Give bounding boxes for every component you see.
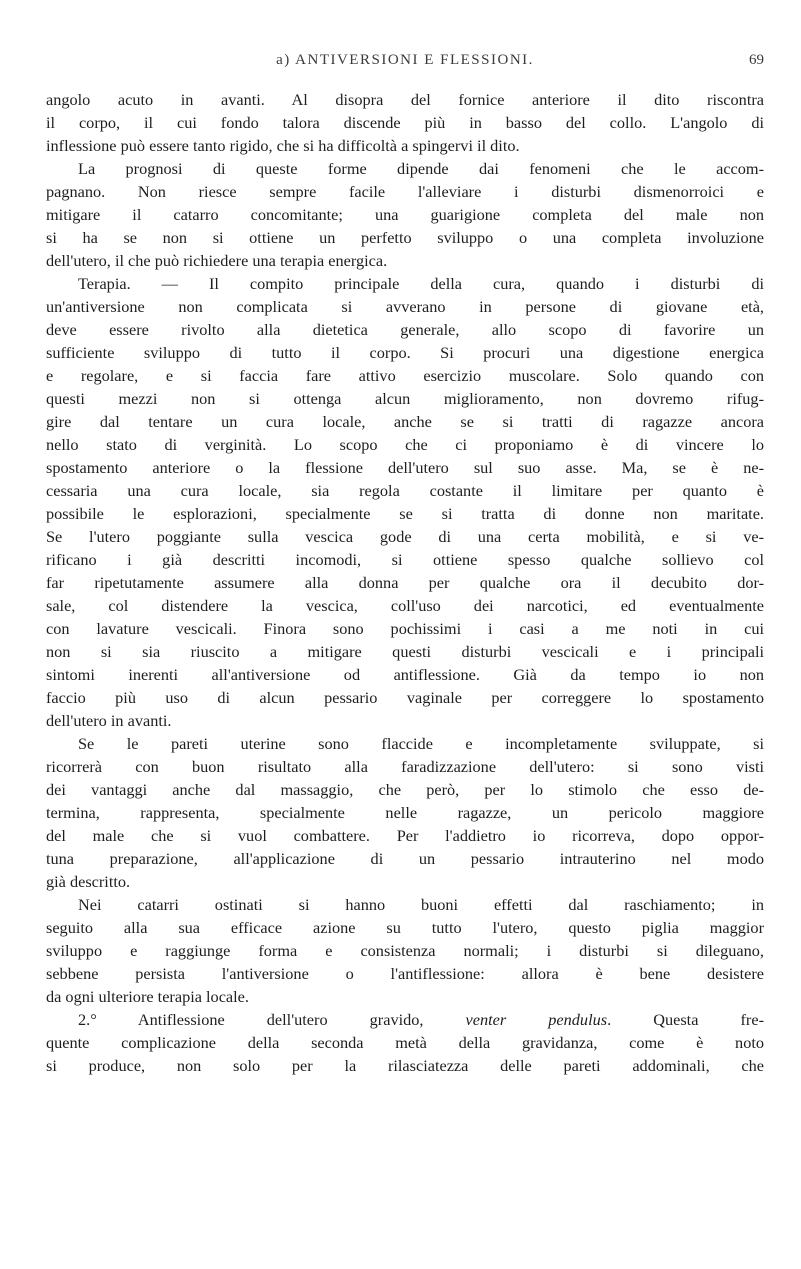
text-line: mitigare il catarro concomitante; una guarigione completa del male non: [46, 205, 764, 224]
text-line: sale, col distendere la vescica, coll'uso dei narcotici, ed eventualmente: [46, 596, 764, 615]
text-line: questi mezzi non si ottenga alcun miglioramento, non dovremo rifug-: [46, 389, 764, 408]
text-line: dell'utero in avanti.: [46, 711, 172, 730]
text-line: rificano i già descritti incomodi, si ottiene spesso qualche sollievo col: [46, 550, 764, 569]
text-line: già descritto.: [46, 872, 131, 891]
running-title: a) ANTIVERSIONI E FLESSIONI.: [276, 52, 534, 68]
text-line: non si sia riuscito a mitigare questi disturbi vescicali e i principali: [46, 642, 764, 661]
text-line: far ripetutamente assumere alla donna per qualche ora il decubito dor-: [46, 573, 764, 592]
text-line: del male che si vuol combattere. Per l'addietro io ricorreva, dopo oppor-: [46, 826, 764, 845]
text-line: La prognosi di queste forme dipende dai fenomeni che le accom-: [78, 159, 764, 178]
text-line: Se le pareti uterine sono flaccide e incompletamente sviluppate, si: [78, 734, 764, 753]
text-line: dell'utero, il che può richiedere una terapia energica.: [46, 251, 388, 270]
text-line: dei vantaggi anche dal massaggio, che però, per lo stimolo che esso de-: [46, 780, 764, 799]
text-line: spostamento anteriore o la flessione dell'utero sul suo asse. Ma, se è ne-: [46, 458, 764, 477]
text-line: possibile le esplorazioni, specialmente se si tratta di donne non maritate.: [46, 504, 764, 523]
text-line: si ha se non si ottiene un perfetto sviluppo o una completa involuzione: [46, 228, 764, 247]
text-line: quente complicazione della seconda metà della gravidanza, come è noto: [46, 1033, 764, 1052]
text-line: sufficiente sviluppo di tutto il corpo. Si procuri una digestione energica: [46, 343, 764, 362]
text-line: pagnano. Non riesce sempre facile l'alleviare i disturbi dismenorroici e: [46, 182, 764, 201]
text-line: si produce, non solo per la rilasciatezza delle pareti addominali, che: [46, 1056, 764, 1075]
text-line: un'antiversione non complicata si avverano in persone di giovane età,: [46, 297, 764, 316]
text-line: cessaria una cura locale, sia regola costante il limitare per quanto è: [46, 481, 764, 500]
text-line: con lavature vescicali. Finora sono pochissimi i casi a me noti in cui: [46, 619, 764, 638]
text-line: il corpo, il cui fondo talora discende più in basso del collo. L'angolo di: [46, 113, 764, 132]
text-line: angolo acuto in avanti. Al disopra del fornice anteriore il dito riscontra: [46, 90, 764, 109]
text-line: seguito alla sua efficace azione su tutto l'utero, questo piglia maggior: [46, 918, 764, 937]
text-line: termina, rappresenta, specialmente nelle ragazze, un pericolo maggiore: [46, 803, 764, 822]
text-line: ricorrerà con buon risultato alla faradizzazione dell'utero: si sono visti: [46, 757, 764, 776]
text-line: sintomi inerenti all'antiversione od antiflessione. Già da tempo io non: [46, 665, 764, 684]
text-line: e regolare, e si faccia fare attivo esercizio muscolare. Solo quando con: [46, 366, 764, 385]
text-line: sviluppo e raggiunge forma e consistenza normali; i disturbi si dileguano,: [46, 941, 764, 960]
running-head: [46, 52, 764, 74]
text-line: 2.° Antiflessione dell'utero gravido, venter pendulus. Questa fre-: [78, 1010, 764, 1029]
text-line: sebbene persista l'antiversione o l'antiflessione: allora è bene desistere: [46, 964, 764, 983]
text-line: Se l'utero poggiante sulla vescica gode di una certa mobilità, e si ve-: [46, 527, 764, 546]
text-line: da ogni ulteriore terapia locale.: [46, 987, 249, 1006]
body-text: [46, 88, 764, 1077]
text-line: nello stato di verginità. Lo scopo che ci proponiamo è di vincere lo: [46, 435, 764, 454]
text-line: inflessione può essere tanto rigido, che si ha difficoltà a spingervi il dito.: [46, 136, 520, 155]
text-line: faccio più uso di alcun pessario vaginale per correggere lo spostamento: [46, 688, 764, 707]
page-number: 69: [749, 52, 764, 68]
text-line: gire dal tentare un cura locale, anche se si tratti di ragazze ancora: [46, 412, 764, 431]
text-line: tuna preparazione, all'applicazione di un pessario intrauterino nel modo: [46, 849, 764, 868]
text-line: Nei catarri ostinati si hanno buoni effetti dal raschiamento; in: [78, 895, 764, 914]
text-line: deve essere rivolto alla dietetica generale, allo scopo di favorire un: [46, 320, 764, 339]
text-line: Terapia. — Il compito principale della cura, quando i disturbi di: [78, 274, 764, 293]
